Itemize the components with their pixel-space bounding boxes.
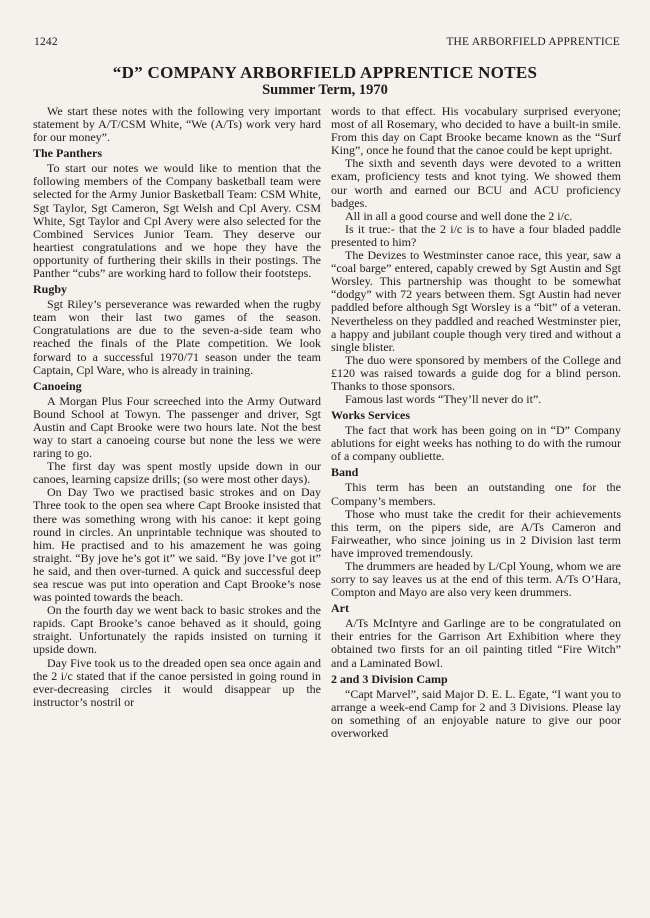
camp-paragraph: “Capt Marvel”, said Major D. E. L. Egate, “I want you to arrange a week-end Camp for 2 and 3 Divisions. Please lay on something of an enjoyable nature to give our poor overworked — [331, 686, 621, 740]
works-paragraph: The fact that work has been going on in “D” Company ablutions for eight weeks has nothing to do with the rumour of a company oubliette. — [331, 423, 621, 464]
section-heading-panthers: The Panthers — [33, 146, 102, 161]
canoeing-paragraph: On the fourth day we went back to basic strokes and the rapids. Capt Brooke’s canoe behaved as it should, going straight. Unfortunately the rapids insisted on turning it upside down. — [33, 603, 321, 657]
continued-paragraph: Famous last words “They’ll never do it”. — [345, 392, 542, 407]
rugby-paragraph: Sgt Riley’s perseverance was rewarded when the rugby team won their last two games of the season. Congratulations are due to the seven-a-side team who reached the finals of the Plate competition. We look forward to a successful 1970/71 season under the team Captain, Cpl Ware, who is already in training. — [33, 297, 321, 377]
section-heading-works-services: Works Services — [331, 408, 410, 423]
section-heading-rugby: Rugby — [33, 282, 68, 297]
article-subtitle: Summer Term, 1970 — [262, 82, 388, 98]
continued-paragraph: The Devizes to Westminster canoe race, this year, saw a “coal barge” entered, capably crewed by Sgt Austin and Sgt Worsley. This partnership was thought to be somewhat “dodgy” with 72 years between them. Sgt Austin had never paddled before although Sgt Worsley is a “bit” of a veteran. Nevertheless on they paddled and reached Westminster pier, a happy and jubilant couple though very tired and without a single blister. — [331, 248, 621, 354]
canoeing-paragraph: Day Five took us to the dreaded open sea once again and the 2 i/c stated that if the canoe persisted in going round in ever-decreasing circles it would disappear up the instructor’s nostril or — [33, 655, 321, 709]
band-paragraph: This term has been an outstanding one for the Company’s members. — [331, 480, 621, 508]
intro-paragraph: We start these notes with the following very important statement by A/T/CSM White, “We (A/Ts) work very hard for our money”. — [33, 104, 321, 145]
canoeing-paragraph: The first day was spent mostly upside down in our canoes, learning capsize drills; (so were most other days). — [33, 459, 321, 487]
band-paragraph: Those who must take the credit for their achievements this term, on the pipers side, are A/Ts Cameron and Fairweather, who since joining us in 2 Division last term have improved tremendously. — [331, 506, 621, 560]
page-number: 1242 — [34, 36, 58, 48]
journal-title: THE ARBORFIELD APPRENTICE — [446, 36, 620, 48]
continued-paragraph: All in all a good course and well done the 2 i/c. — [345, 208, 573, 223]
canoeing-paragraph: On Day Two we practised basic strokes and on Day Three took to the open sea where Capt Brooke insisted that there was something wrong with his canoe: it kept going round in circles. An unprintable technique was shouted to him. He practised and to his amazement he was going straight. “By jove he’s got it” we said. “By jove I’ve got it” he said, and then over-turned. A quick and successful deep sea rescue was put into operation and Capt Brooke’s nose was pointed towards the beach. — [33, 485, 321, 605]
panthers-paragraph: To start our notes we would like to mention that the following members of the Company basketball team were selected for the Army Junior Basketball Team: CSM White, Sgt Taylor, Sgt Cameron, Sgt Welsh and Cpl Avery. CSM White, Sgt Taylor and Cpl Avery were also selected for the Combined Services Junior Team. They deserve our heartiest congratulations and we hope they have the opportunity of furthering their skills in their postings. The Panther “cubs” are working hard to follow their footsteps. — [33, 161, 321, 281]
section-heading-band: Band — [331, 465, 359, 480]
continued-paragraph: Is it true:- that the 2 i/c is to have a four bladed paddle presented to him? — [331, 221, 621, 249]
left-column — [33, 105, 321, 709]
right-column — [331, 105, 621, 740]
section-heading-art: Art — [331, 601, 349, 616]
continued-paragraph: The duo were sponsored by members of the College and £120 was raised towards a guide dog for a blind person. Thanks to those sponsors. — [331, 352, 621, 393]
section-heading-division-camp: 2 and 3 Division Camp — [331, 671, 448, 686]
continued-paragraph: words to that effect. His vocabulary surprised everyone; most of all Rosemary, who decided to have a built-in smile. From this day on Capt Brooke became known as the “Surf King”, once he found that the canoe could be kept upright. — [331, 104, 621, 158]
article-title: “D” COMPANY ARBORFIELD APPRENTICE NOTES — [112, 63, 538, 82]
section-heading-canoeing: Canoeing — [33, 378, 82, 393]
band-paragraph: The drummers are headed by L/Cpl Young, whom we are sorry to say leaves us at the end of this term. A/Ts O’Hara, Compton and Mayo are also very keen drummers. — [331, 559, 621, 600]
art-paragraph: A/Ts McIntyre and Garlinge are to be congratulated on their entries for the Garrison Art Exhibition where they obtained two firsts for an oil painting titled “Fire Witch” and a Laminated Bowl. — [331, 616, 621, 670]
continued-paragraph: The sixth and seventh days were devoted to a written exam, proficiency tests and knot tying. We showed them our worth and earned our BCU and ACU proficiency badges. — [331, 156, 621, 210]
canoeing-paragraph: A Morgan Plus Four screeched into the Army Outward Bound School at Towyn. The passenger and driver, Sgt Austin and Capt Brooke were two hours late. Not the best way to start a canoeing course but none the less we were raring to go. — [33, 393, 321, 461]
